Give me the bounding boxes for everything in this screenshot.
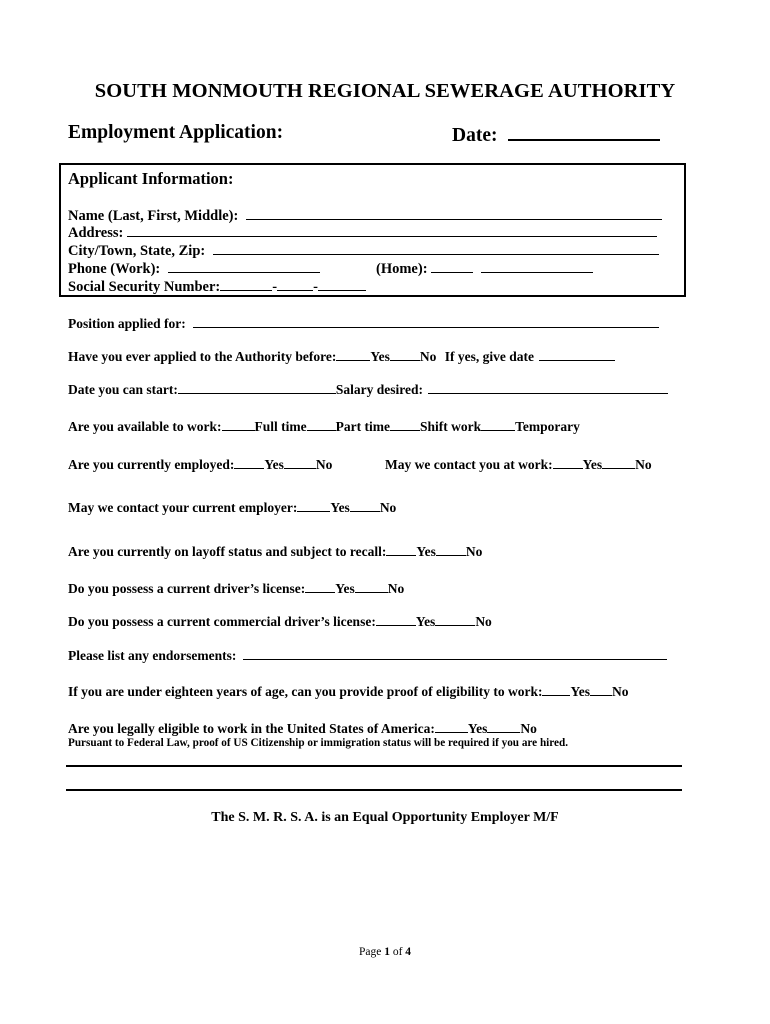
full-time-label: Full time xyxy=(254,419,307,434)
currently-employed-row xyxy=(68,455,332,473)
full-time-field[interactable] xyxy=(222,417,255,431)
equal-opportunity-statement: The S. M. R. S. A. is an Equal Opportunity Employer M/F xyxy=(211,810,559,825)
position-field[interactable] xyxy=(193,314,659,328)
date-label: Date: xyxy=(452,125,498,146)
phone-home-field-a[interactable] xyxy=(431,259,473,273)
page-prefix: Page xyxy=(358,946,385,958)
availability-row xyxy=(68,417,580,435)
part-time-field[interactable] xyxy=(307,417,336,431)
contact-at-work-yes-field[interactable] xyxy=(553,455,583,469)
legally-eligible-label: Are you legally eligible to work in the United States of America: xyxy=(68,721,435,736)
layoff-no-field[interactable] xyxy=(436,542,466,556)
commercial-license-yes: Yes xyxy=(415,614,436,629)
address-field[interactable] xyxy=(127,223,657,237)
layoff-yes: Yes xyxy=(416,544,436,559)
drivers-license-no-field[interactable] xyxy=(355,579,388,593)
page-number xyxy=(0,946,770,958)
under-eighteen-row xyxy=(68,682,628,700)
available-label: Are you available to work: xyxy=(68,419,222,434)
currently-employed-no-field[interactable] xyxy=(284,455,316,469)
commercial-license-label: Do you possess a current commercial driver’s license: xyxy=(68,614,376,629)
applied-before-no: No xyxy=(419,349,437,364)
pursuant-note: Pursuant to Federal Law, proof of US Citizenship or immigration status will be required if you are hired. xyxy=(68,737,569,749)
page-current: 1 xyxy=(384,946,390,958)
ssn-field-3[interactable] xyxy=(318,277,366,291)
endorsements-field[interactable] xyxy=(243,646,667,660)
date-field[interactable] xyxy=(508,122,660,141)
currently-employed-yes: Yes xyxy=(264,457,284,472)
city-field[interactable] xyxy=(213,241,659,255)
name-label: Name (Last, First, Middle): xyxy=(68,208,239,224)
commercial-license-no: No xyxy=(475,614,492,629)
if-yes-date-label: If yes, give date xyxy=(444,349,534,364)
applied-before-yes-field[interactable] xyxy=(336,347,370,361)
under-eighteen-yes: Yes xyxy=(570,684,590,699)
layoff-yes-field[interactable] xyxy=(386,542,416,556)
start-salary-row xyxy=(68,380,668,398)
city-label: City/Town, State, Zip: xyxy=(68,243,206,259)
applied-before-label: Have you ever applied to the Authority before: xyxy=(68,349,337,364)
ssn-field-1[interactable] xyxy=(220,277,272,291)
layoff-label: Are you currently on layoff status and subject to recall: xyxy=(68,544,387,559)
position-row xyxy=(68,314,659,332)
contact-employer-row xyxy=(68,498,396,516)
currently-employed-label: Are you currently employed: xyxy=(68,457,235,472)
document-title: SOUTH MONMOUTH REGIONAL SEWERAGE AUTHORITY xyxy=(94,80,676,102)
part-time-label: Part time xyxy=(335,419,390,434)
phone-home-row xyxy=(376,259,593,278)
contact-at-work-label: May we contact you at work: xyxy=(385,457,553,472)
drivers-license-no: No xyxy=(387,581,405,596)
endorsements-label: Please list any endorsements: xyxy=(68,648,237,663)
under-eighteen-no-field[interactable] xyxy=(590,682,612,696)
drivers-license-row xyxy=(68,579,404,597)
applied-before-yes: Yes xyxy=(370,349,390,364)
drivers-license-yes: Yes xyxy=(335,581,355,596)
temporary-field[interactable] xyxy=(481,417,515,431)
phone-work-label: Phone (Work): xyxy=(68,261,161,277)
contact-at-work-no: No xyxy=(635,457,652,472)
contact-employer-label: May we contact your current employer: xyxy=(68,500,298,515)
legally-eligible-yes: Yes xyxy=(467,721,488,736)
contact-at-work-row xyxy=(385,455,652,473)
ssn-row xyxy=(68,277,366,296)
contact-employer-yes-field[interactable] xyxy=(297,498,330,512)
phone-home-label: (Home): xyxy=(376,261,428,277)
ssn-label: Social Security Number: xyxy=(68,279,221,295)
phone-home-field-b[interactable] xyxy=(481,259,593,273)
shift-work-field[interactable] xyxy=(390,417,420,431)
contact-at-work-no-field[interactable] xyxy=(602,455,635,469)
divider-line-2 xyxy=(66,789,682,791)
legally-eligible-yes-field[interactable] xyxy=(435,719,468,733)
divider-line-1 xyxy=(66,765,682,767)
address-row xyxy=(68,223,657,242)
legally-eligible-row xyxy=(68,719,537,737)
ssn-field-2[interactable] xyxy=(277,277,313,291)
city-row xyxy=(68,241,659,260)
applied-before-no-field[interactable] xyxy=(390,347,420,361)
salary-label: Salary desired: xyxy=(335,382,423,397)
position-label: Position applied for: xyxy=(68,316,186,331)
address-label: Address: xyxy=(68,225,124,241)
date-row xyxy=(452,122,660,147)
phone-work-row xyxy=(68,259,320,278)
salary-field[interactable] xyxy=(428,380,668,394)
contact-employer-yes: Yes xyxy=(330,500,350,515)
drivers-license-label: Do you possess a current driver’s license: xyxy=(68,581,306,596)
contact-employer-no: No xyxy=(379,500,397,515)
contact-at-work-yes: Yes xyxy=(582,457,603,472)
endorsements-row xyxy=(68,646,667,664)
ssn-dash-2: - xyxy=(313,279,318,295)
under-eighteen-label: If you are under eighteen years of age, can you provide proof of eligibility to work: xyxy=(68,684,543,699)
currently-employed-no: No xyxy=(315,457,333,472)
if-yes-date-field[interactable] xyxy=(539,347,615,361)
applied-before-row xyxy=(68,347,615,365)
under-eighteen-yes-field[interactable] xyxy=(542,682,570,696)
phone-work-field[interactable] xyxy=(168,259,320,273)
under-eighteen-no: No xyxy=(611,684,629,699)
shift-work-label: Shift work xyxy=(419,419,482,434)
legally-eligible-no: No xyxy=(520,721,537,736)
employment-application-heading: Employment Application: xyxy=(68,122,284,143)
layoff-no: No xyxy=(465,544,483,559)
applicant-information-heading: Applicant Information: xyxy=(68,169,234,188)
layoff-row xyxy=(68,542,482,560)
temporary-label: Temporary xyxy=(515,419,580,434)
ssn-dash-1: - xyxy=(272,279,278,295)
name-field[interactable] xyxy=(246,206,662,220)
date-start-label: Date you can start: xyxy=(68,382,178,397)
page-total: 4 xyxy=(405,946,412,958)
commercial-license-no-field[interactable] xyxy=(435,612,475,626)
date-start-field[interactable] xyxy=(178,380,336,394)
legally-eligible-no-field[interactable] xyxy=(487,719,520,733)
commercial-license-yes-field[interactable] xyxy=(376,612,416,626)
page-of: of xyxy=(389,946,406,958)
currently-employed-yes-field[interactable] xyxy=(234,455,264,469)
contact-employer-no-field[interactable] xyxy=(350,498,380,512)
commercial-license-row xyxy=(68,612,492,630)
drivers-license-yes-field[interactable] xyxy=(305,579,335,593)
